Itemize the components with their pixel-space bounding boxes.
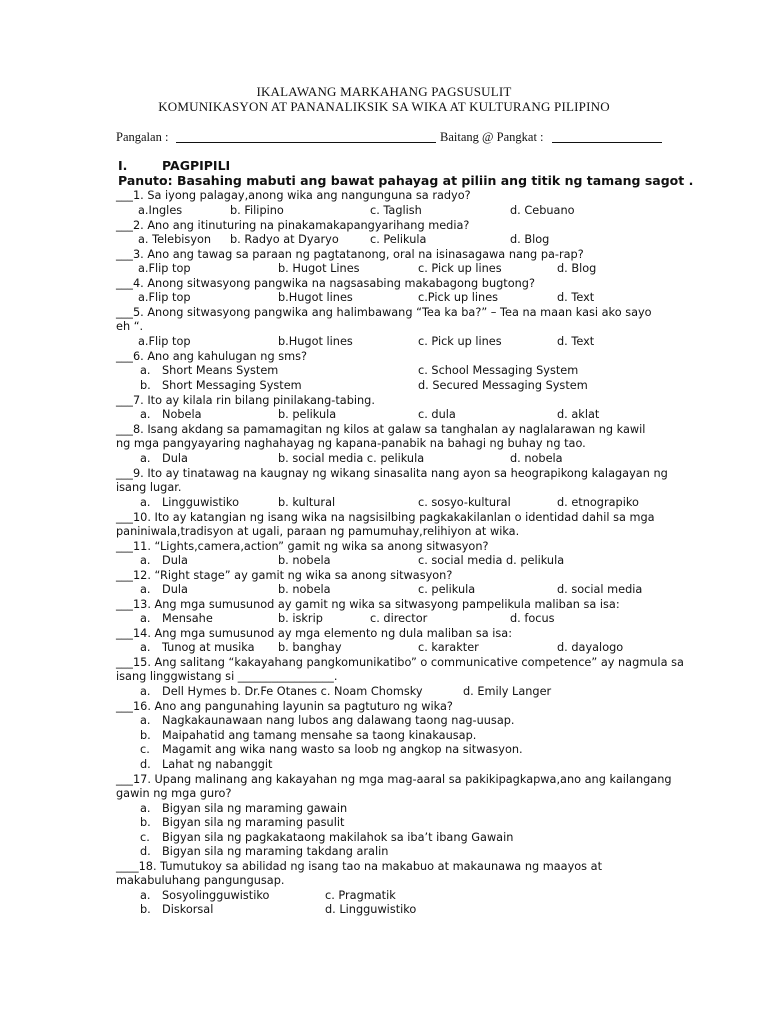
option-14a-letter: a.	[140, 641, 151, 654]
question-18: ____18. Tumutukoy sa abilidad ng isang tao na makabuo at makaunawa ng maayos at	[116, 860, 603, 873]
option-18b[interactable]: Diskorsal	[162, 903, 214, 916]
option-9c[interactable]: c. sosyo-kultural	[418, 496, 511, 509]
option-3d[interactable]: d. Blog	[557, 262, 597, 275]
question-7: ___7. Ito ay kilala rin bilang pinilakang-tabing.	[116, 394, 375, 407]
option-16c[interactable]: Magamit ang wika nang wasto sa loob ng angkop na sitwasyon.	[162, 743, 523, 756]
name-label: Pangalan :	[116, 130, 169, 144]
option-7c[interactable]: c. dula	[418, 408, 456, 421]
question-5: ___5. Anong sitwasyong pangwika ang halimbawang “Tea ka ba?” – Tea na maan kasi ako sayo	[116, 306, 652, 319]
option-11b[interactable]: b. nobela	[278, 554, 331, 567]
question-17: ___17. Upang malinang ang kakayahan ng mga mag-aaral sa pakikipagkapwa,ano ang kailangang	[116, 773, 672, 786]
option-4b[interactable]: b.Hugot lines	[278, 291, 353, 304]
question-13: ___13. Ang mga sumusunod ay gamit ng wika sa sitwasyong pampelikula maliban sa isa:	[116, 598, 620, 611]
exam-title: IKALAWANG MARKAHANG PAGSUSULIT	[256, 84, 512, 99]
question-11: ___11. “Lights,camera,action” gamit ng wika sa anong sitwasyon?	[116, 540, 489, 553]
section-number: I.	[118, 158, 128, 173]
grade-blank[interactable]	[552, 131, 662, 143]
option-12a-letter: a.	[140, 583, 151, 596]
option-17d-letter: d.	[140, 845, 151, 858]
option-12a[interactable]: Dula	[162, 583, 188, 596]
question-16: ___16. Ano ang pangunahing layunin sa pagtuturo ng wika?	[116, 700, 453, 713]
question-12: ___12. “Right stage” ay gamit ng wika sa anong sitwasyon?	[116, 569, 453, 582]
option-12b[interactable]: b. nobela	[278, 583, 331, 596]
option-18a[interactable]: Sosyolingguwistiko	[162, 889, 270, 902]
option-6d[interactable]: d. Secured Messaging System	[418, 379, 588, 392]
question-8-cont: ng mga pangyayaring naghahayag ng kapana-panabik na bahagi ng buhay ng tao.	[116, 437, 586, 450]
option-17a[interactable]: Bigyan sila ng maraming gawain	[162, 802, 348, 815]
instructions: Panuto: Basahing mabuti ang bawat pahayag at piliin ang titik ng tamang sagot .	[118, 173, 694, 188]
option-8a-letter: a.	[140, 452, 151, 465]
option-6b-letter: b.	[140, 379, 151, 392]
section-title: PAGPIPILI	[162, 158, 231, 173]
option-14c[interactable]: c. karakter	[418, 641, 479, 654]
option-9d[interactable]: d. etnograpiko	[557, 496, 639, 509]
option-11a-letter: a.	[140, 554, 151, 567]
option-16d[interactable]: Lahat ng nabanggit	[162, 758, 273, 771]
question-2: ___2. Ano ang itinuturing na pinakamakapangyarihang media?	[116, 219, 470, 232]
option-2c[interactable]: c. Pelikula	[370, 233, 427, 246]
option-17b-letter: b.	[140, 816, 151, 829]
option-7d[interactable]: d. aklat	[557, 408, 600, 421]
option-6a-letter: a.	[140, 364, 151, 377]
question-10-cont: paniniwala,tradisyon at ugali, paraan ng pamumuhay,relihiyon at wika.	[116, 525, 520, 538]
option-5c[interactable]: c. Pick up lines	[418, 335, 502, 348]
option-14a[interactable]: Tunog at musika	[162, 641, 255, 654]
option-17c-letter: c.	[140, 831, 150, 844]
option-5d[interactable]: d. Text	[557, 335, 595, 348]
option-16c-letter: c.	[140, 743, 150, 756]
option-1c[interactable]: c. Taglish	[370, 204, 422, 217]
question-6: ___6. Ano ang kahulugan ng sms?	[116, 350, 307, 363]
option-18a-letter: a.	[140, 889, 151, 902]
option-16d-letter: d.	[140, 758, 151, 771]
option-13a[interactable]: Mensahe	[162, 612, 213, 625]
name-blank[interactable]	[176, 131, 436, 143]
question-14: ___14. Ang mga sumusunod ay mga elemento ng dula maliban sa isa:	[116, 627, 513, 640]
option-14b[interactable]: b. banghay	[278, 641, 342, 654]
option-7b[interactable]: b. pelikula	[278, 408, 337, 421]
option-12c[interactable]: c. pelikula	[418, 583, 476, 596]
question-15: ___15. Ang salitang “kakayahang pangkomunikatibo” o communicative competence” ay nagmula sa	[116, 656, 684, 669]
option-7a[interactable]: Nobela	[162, 408, 202, 421]
option-13b[interactable]: b. iskrip	[278, 612, 323, 625]
question-17-cont: gawin ng mga guro?	[116, 787, 232, 800]
option-15d[interactable]: d. Emily Langer	[463, 685, 552, 698]
grade-label: Baitang @ Pangkat :	[440, 130, 544, 144]
option-17a-letter: a.	[140, 802, 151, 815]
option-13d[interactable]: d. focus	[510, 612, 555, 625]
option-18b-letter: b.	[140, 903, 151, 916]
option-17b[interactable]: Bigyan sila ng maraming pasulit	[162, 816, 345, 829]
question-15-cont: isang linggwistang si _________________.	[116, 670, 338, 683]
exam-subject: KOMUNIKASYON AT PANANALIKSIK SA WIKA AT KULTURANG PILIPINO	[158, 99, 610, 114]
option-9b[interactable]: b. kultural	[278, 496, 336, 509]
option-18d[interactable]: d. Lingguwistiko	[325, 903, 417, 916]
option-2a[interactable]: a. Telebisyon	[138, 233, 212, 246]
option-6b[interactable]: Short Messaging System	[162, 379, 302, 392]
option-6a[interactable]: Short Means System	[162, 364, 279, 377]
option-7a-letter: a.	[140, 408, 151, 421]
question-9-cont: isang lugar.	[116, 481, 182, 494]
option-15a-letter: a.	[140, 685, 151, 698]
option-16b[interactable]: Maipahatid ang tamang mensahe sa taong kinakausap.	[162, 729, 477, 742]
option-18c[interactable]: c. Pragmatik	[325, 889, 396, 902]
option-8bc[interactable]: b. social media c. pelikula	[278, 452, 425, 465]
option-1a[interactable]: a.Ingles	[138, 204, 183, 217]
option-16a-letter: a.	[140, 714, 151, 727]
option-8a[interactable]: Dula	[162, 452, 188, 465]
option-16b-letter: b.	[140, 729, 151, 742]
option-4c[interactable]: c.Pick up lines	[418, 291, 499, 304]
option-11cd[interactable]: c. social media d. pelikula	[418, 554, 565, 567]
option-8d[interactable]: d. nobela	[510, 452, 563, 465]
question-10: ___10. Ito ay katangian ng isang wika na nagsisilbing pagkakakilanlan o identidad dahil sa mga	[116, 511, 655, 524]
option-17c[interactable]: Bigyan sila ng pagkakataong makilahok sa iba’t ibang Gawain	[162, 831, 514, 844]
option-14d[interactable]: d. dayalogo	[557, 641, 624, 654]
option-1b[interactable]: b. Filipino	[230, 204, 284, 217]
option-13a-letter: a.	[140, 612, 151, 625]
option-16a[interactable]: Nagkakaunawaan nang lubos ang dalawang taong nag-uusap.	[162, 714, 515, 727]
option-13c[interactable]: c. director	[370, 612, 428, 625]
option-15abc[interactable]: Dell Hymes b. Dr.Fe Otanes c. Noam Chomsky	[162, 685, 423, 698]
option-5b[interactable]: b.Hugot lines	[278, 335, 353, 348]
question-8: ___8. Isang akdang sa pamamagitan ng kilos at galaw sa tanghalan ay naglalarawan ng kawil	[116, 423, 646, 436]
question-4: ___4. Anong sitwasyong pangwika na nagsasabing makabagong bugtong?	[116, 277, 535, 290]
option-17d[interactable]: Bigyan sila ng maraming takdang aralin	[162, 845, 389, 858]
option-1d[interactable]: d. Cebuano	[510, 204, 575, 217]
option-3a[interactable]: a.Flip top	[138, 262, 191, 275]
option-4d[interactable]: d. Text	[557, 291, 595, 304]
question-18-cont: makabuluhang pangungusap.	[116, 874, 285, 887]
option-2b[interactable]: b. Radyo at Dyaryo	[230, 233, 339, 246]
option-3c[interactable]: c. Pick up lines	[418, 262, 502, 275]
question-9: ___9. Ito ay tinatawag na kaugnay ng wikang sinasalita nang ayon sa heograpikong kalagayan ng	[116, 467, 668, 480]
option-9a[interactable]: Lingguwistiko	[162, 496, 239, 509]
option-6c[interactable]: c. School Messaging System	[418, 364, 579, 377]
question-3: ___3. Ano ang tawag sa paraan ng pagtatanong, oral na isinasagawa nang pa-rap?	[116, 248, 584, 261]
question-1: ___1. Sa iyong palagay,anong wika ang nangunguna sa radyo?	[116, 189, 471, 202]
option-12d[interactable]: d. social media	[557, 583, 643, 596]
option-5a[interactable]: a.Flip top	[138, 335, 191, 348]
option-4a[interactable]: a.Flip top	[138, 291, 191, 304]
option-9a-letter: a.	[140, 496, 151, 509]
option-2d[interactable]: d. Blog	[510, 233, 550, 246]
option-11a[interactable]: Dula	[162, 554, 188, 567]
question-5-cont: eh “.	[116, 320, 144, 333]
option-3b[interactable]: b. Hugot Lines	[278, 262, 360, 275]
